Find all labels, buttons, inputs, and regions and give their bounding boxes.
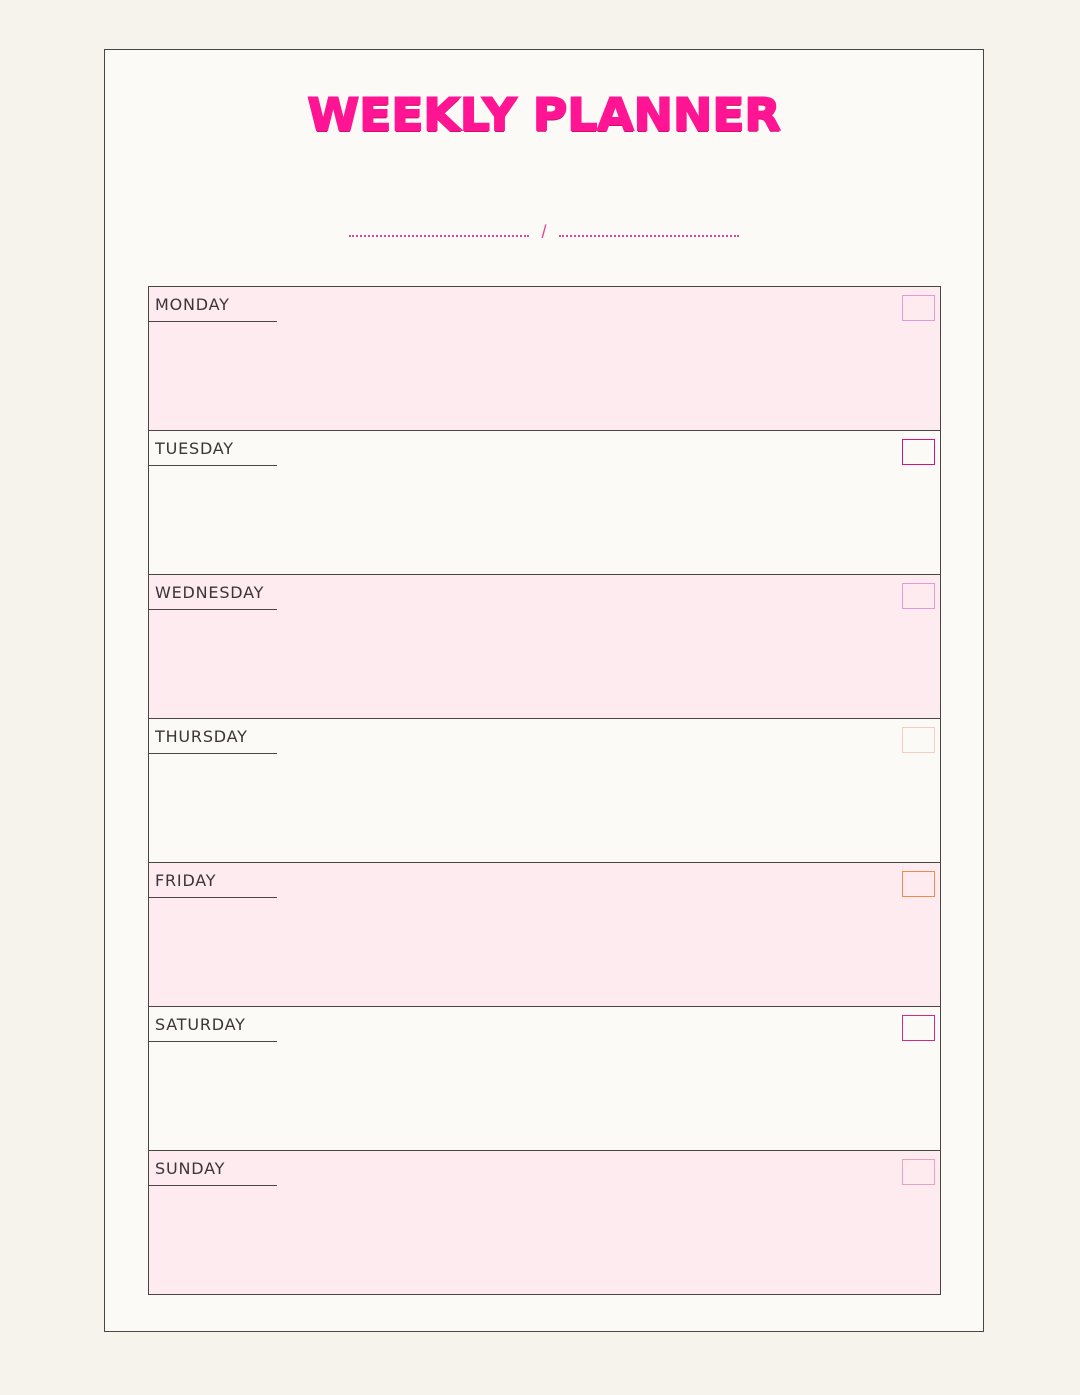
day-label-underline xyxy=(149,609,277,610)
day-checkbox[interactable] xyxy=(902,727,935,753)
day-row-monday[interactable] xyxy=(149,287,940,431)
day-label: THURSDAY xyxy=(155,727,248,746)
day-label-underline xyxy=(149,1185,277,1186)
day-label-underline xyxy=(149,465,277,466)
day-label-underline xyxy=(149,897,277,898)
day-checkbox[interactable] xyxy=(902,439,935,465)
day-checkbox[interactable] xyxy=(902,871,935,897)
day-row-saturday[interactable] xyxy=(149,1007,940,1151)
day-label: SATURDAY xyxy=(155,1015,246,1034)
day-label: TUESDAY xyxy=(155,439,234,458)
day-checkbox[interactable] xyxy=(902,583,935,609)
day-label-underline xyxy=(149,321,277,322)
date-start-line[interactable] xyxy=(349,235,529,237)
day-row-thursday[interactable] xyxy=(149,719,940,863)
page-title: WEEKLY PLANNER xyxy=(307,89,781,142)
day-row-tuesday[interactable] xyxy=(149,431,940,575)
day-label: FRIDAY xyxy=(155,871,217,890)
days-table xyxy=(148,286,941,1295)
day-checkbox[interactable] xyxy=(902,1015,935,1041)
day-row-wednesday[interactable] xyxy=(149,575,940,719)
day-label: SUNDAY xyxy=(155,1159,226,1178)
day-row-friday[interactable] xyxy=(149,863,940,1007)
day-row-sunday[interactable] xyxy=(149,1151,940,1294)
day-label-underline xyxy=(149,753,277,754)
date-field[interactable] xyxy=(105,222,983,242)
date-end-line[interactable] xyxy=(559,235,739,237)
day-label-underline xyxy=(149,1041,277,1042)
day-label: MONDAY xyxy=(155,295,230,314)
planner-sheet xyxy=(104,49,984,1332)
date-separator: / xyxy=(541,222,547,242)
day-checkbox[interactable] xyxy=(902,1159,935,1185)
day-label: WEDNESDAY xyxy=(155,583,265,602)
day-checkbox[interactable] xyxy=(902,295,935,321)
